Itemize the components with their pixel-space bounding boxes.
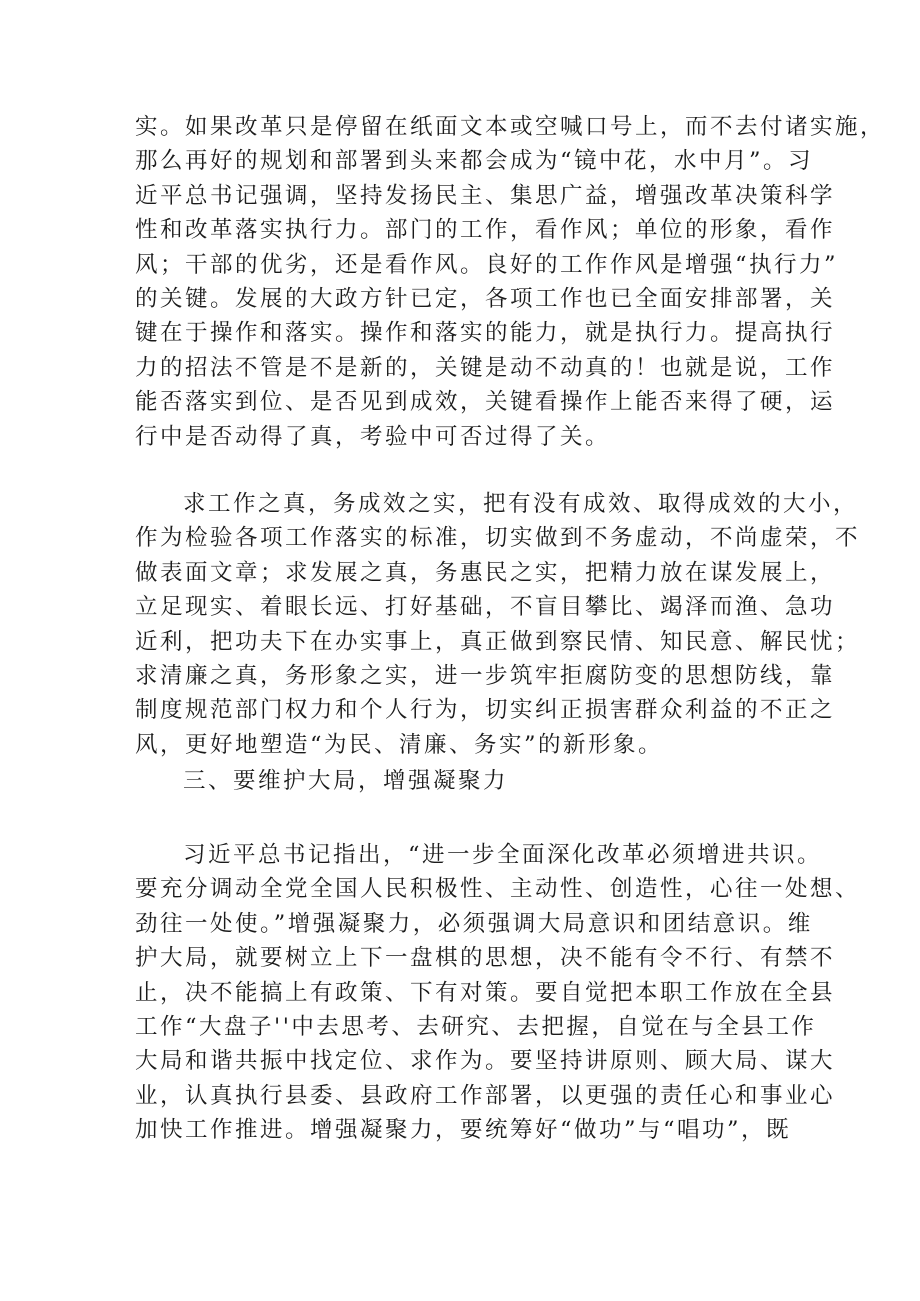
paragraph-line: 风；干部的优劣，还是看作风。良好的工作作风是增强“执行力” <box>135 251 839 278</box>
paragraph-line: 加快工作推进。增强凝聚力，要统筹好“做功”与“唱功”，既 <box>135 1117 792 1144</box>
paragraph-line: 工作“大盘子''中去思考、去研究、去把握，自觉在与全县工作 <box>135 1013 817 1040</box>
paragraph-2 <box>135 487 861 762</box>
paragraph-line: 性和改革落实执行力。部门的工作，看作风；单位的形象，看作 <box>135 217 836 244</box>
paragraph-line: 止，决不能搞上有政策、下有对策。要自觉把本职工作放在全县 <box>135 979 836 1006</box>
paragraph-line: 护大局，就要树立上下一盘棋的思想，决不能有令不行、有禁不 <box>135 945 836 972</box>
paragraph-line: 做表面文章；求发展之真，务惠民之实，把精力放在谋发展上， <box>135 559 836 586</box>
paragraph-1 <box>135 110 886 454</box>
paragraph-line: 实。如果改革只是停留在纸面文本或空喊口号上，而不去付诸实施， <box>135 114 886 140</box>
paragraph-line: 近平总书记强调，坚持发扬民主、集思广益，增强改革决策科学 <box>135 182 836 209</box>
paragraph-3 <box>135 838 861 1148</box>
paragraph-line: 键在于操作和落实。操作和落实的能力，就是执行力。提高执行 <box>135 320 836 347</box>
paragraph-line: 求清廉之真，务形象之实，进一步筑牢拒腐防变的思想防线，靠 <box>135 662 836 689</box>
paragraph-line: 那么再好的规划和部署到头来都会成为“镜中花，水中月”。习 <box>135 148 814 175</box>
paragraph-line: 大局和谐共振中找定位、求作为。要坚持讲原则、顾大局、谋大 <box>135 1048 836 1075</box>
paragraph-line: 行中是否动得了真，考验中可否过得了关。 <box>135 423 611 450</box>
section-heading-text: 三、要维护大局，增强凝聚力 <box>183 768 509 794</box>
paragraph-line: 求工作之真，务成效之实，把有没有成效、取得成效的大小， <box>183 491 859 517</box>
paragraph-line: 劲往一处使。”增强凝聚力，必须强调大局意识和团结意识。维 <box>135 910 813 937</box>
paragraph-line: 风，更好地塑造“为民、清廉、务实”的新形象。 <box>135 731 664 758</box>
paragraph-line: 制度规范部门权力和个人行为，切实纠正损害群众利益的不正之 <box>135 697 836 724</box>
paragraph-line: 习近平总书记指出，“进一步全面深化改革必须增进共识。 <box>183 842 823 868</box>
paragraph-line: 立足现实、着眼长远、打好基础，不盲目攀比、竭泽而渔、急功 <box>135 594 836 621</box>
paragraph-line: 能否落实到位、是否见到成效，关键看操作上能否来得了硬，运 <box>135 389 836 416</box>
paragraph-line: 近利，把功夫下在办实事上，真正做到察民情、知民意、解民忧； <box>135 628 861 655</box>
paragraph-line: 要充分调动全党全国人民积极性、主动性、创造性，心往一处想、 <box>135 876 861 903</box>
paragraph-line: 业，认真执行县委、县政府工作部署，以更强的责任心和事业心 <box>135 1082 836 1109</box>
paragraph-line: 作为检验各项工作落实的标准，切实做到不务虚动，不尚虚荣，不 <box>135 525 861 552</box>
paragraph-line: 的关键。发展的大政方针已定，各项工作也已全面安排部署，关 <box>135 285 836 312</box>
paragraph-line: 力的招法不管是不是新的，关键是动不动真的！也就是说，工作 <box>135 354 836 381</box>
section-heading <box>135 764 800 798</box>
